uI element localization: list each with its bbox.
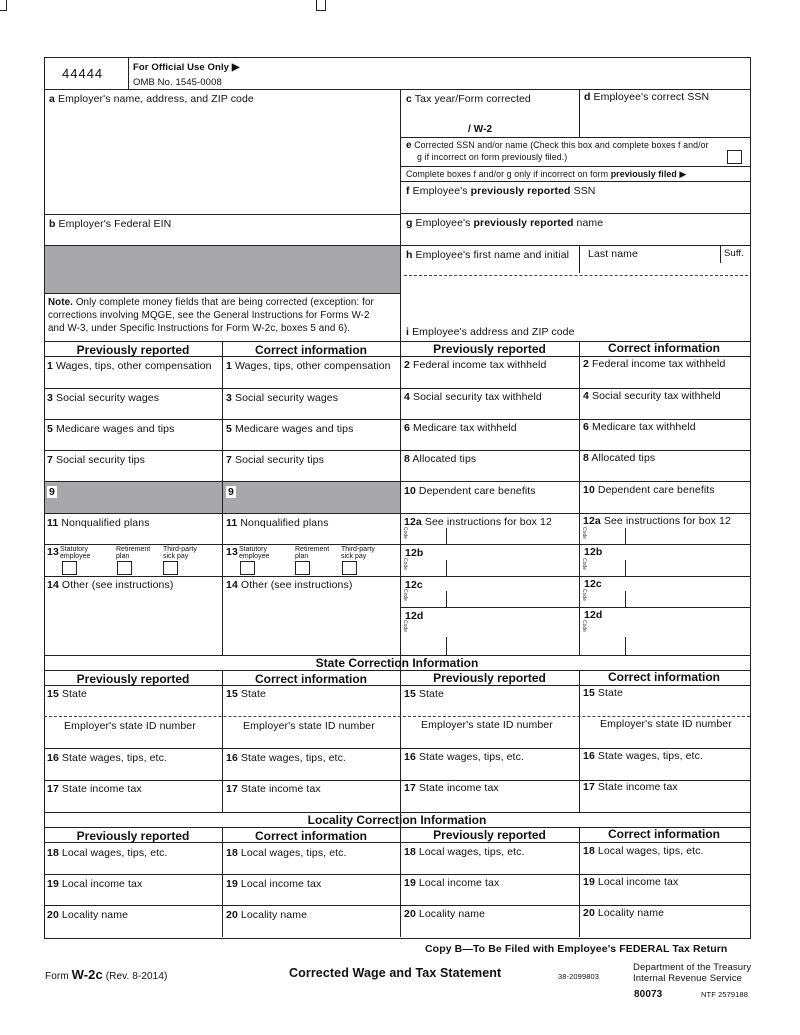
box-7-correct: 7 Social security tips <box>226 454 324 466</box>
retirement-checkbox[interactable] <box>295 561 310 575</box>
box-c-value: / W-2 <box>468 124 493 135</box>
box-h-suffix: Suff. <box>724 248 744 259</box>
state-header-prev-1: Previously reported <box>76 672 190 686</box>
crop-mark-right <box>316 0 326 11</box>
crop-mark-left <box>0 0 7 11</box>
box-9-prev: 9 <box>49 486 55 498</box>
form-code-2: 38-2099803 <box>558 972 600 981</box>
state-header-prev-2: Previously reported <box>433 671 546 685</box>
local-header-prev-2: Previously reported <box>433 828 546 842</box>
box-15-prev: 15 State <box>47 688 87 700</box>
state-id-prev: Employer's state ID number <box>64 720 196 732</box>
header-prev-1: Previously reported <box>76 343 190 357</box>
box-f-label: f Employee's previously reported SSN <box>406 185 596 197</box>
code-label: Code <box>402 558 408 570</box>
box-20-correct: 20 Locality name <box>226 909 308 921</box>
box-6-prev: 6 Medicare tax withheld <box>404 422 517 434</box>
box-12b-correct: 12b <box>584 546 603 558</box>
box-h-label: h Employee's first name and initial <box>406 249 570 261</box>
note-line-2: corrections involving MQGE, see the General Instructions for Forms W-2 <box>48 310 370 321</box>
arrow-right-icon: ▶ <box>231 62 240 73</box>
official-use-text: For Official Use Only <box>133 62 230 73</box>
box-20-prev: 20 Locality name <box>47 909 129 921</box>
box-e-line-1: e Corrected SSN and/or name (Check this box and complete boxes f and/or <box>406 140 709 151</box>
box-a-label: a Employer's name, address, and ZIP code <box>49 93 254 105</box>
box-15-correct-2: 15 State <box>583 687 623 699</box>
state-header-correct-2: Correct information <box>607 670 720 684</box>
copy-b-label: Copy B—To Be Filed with Employee's FEDERAL Tax Return <box>425 943 728 955</box>
box-4-prev: 4 Social security tax withheld <box>404 391 542 403</box>
box-19-prev-2: 19 Local income tax <box>404 877 500 889</box>
box-9-shaded-correct <box>223 482 400 513</box>
state-header-correct-1: Correct information <box>254 672 367 686</box>
locality-section-title: Locality Correction Information <box>307 813 487 827</box>
box-6-correct: 6 Medicare tax withheld <box>583 421 696 433</box>
box-7-prev: 7 Social security tips <box>47 454 145 466</box>
box-3-prev: 3 Social security wages <box>47 392 160 404</box>
ntf-number: NTF 2579188 <box>701 990 748 999</box>
box-12a-correct: 12a See instructions for box 12 <box>583 515 731 527</box>
thirdparty-checkbox[interactable] <box>342 561 357 575</box>
box-12c-prev: 12c <box>405 579 423 591</box>
form-id: Form W-2c (Rev. 8-2014) <box>45 967 168 982</box>
box-c-label: c Tax year/Form corrected <box>406 93 531 105</box>
box-14-prev: 14 Other (see instructions) <box>47 579 174 591</box>
box-13-statutory: Statutory employee <box>60 546 91 560</box>
department-line-1: Department of the Treasury <box>633 962 752 973</box>
header-prev-2: Previously reported <box>433 342 546 356</box>
shaded-area <box>45 246 400 293</box>
box-13-retirement: Retirement plan <box>295 546 330 560</box>
code-label: Code <box>581 620 587 632</box>
box-12c-correct: 12c <box>584 578 602 590</box>
omb-number: OMB No. 1545-0008 <box>133 77 222 88</box>
box-4-correct: 4 Social security tax withheld <box>583 390 721 402</box>
local-header-prev-1: Previously reported <box>76 829 190 843</box>
local-header-correct-2: Correct information <box>607 827 720 841</box>
box-13-correct-num: 13 <box>226 546 238 558</box>
box-18-correct-2: 18 Local wages, tips, etc. <box>583 845 704 857</box>
box-2-prev: 2 Federal income tax withheld <box>404 359 547 371</box>
box-10-prev: 10 Dependent care benefits <box>404 485 536 497</box>
box-d-label: d Employee's correct SSN <box>584 91 710 103</box>
box-13-thirdparty: Third-party sick pay <box>341 546 375 560</box>
box-15-correct: 15 State <box>226 688 266 700</box>
box-5-prev: 5 Medicare wages and tips <box>47 423 175 435</box>
box-g-label: g Employee's previously reported name <box>406 217 604 229</box>
state-id-correct: Employer's state ID number <box>243 720 375 732</box>
box-20-correct-2: 20 Locality name <box>583 907 665 919</box>
box-19-correct-2: 19 Local income tax <box>583 876 679 888</box>
box-h-last-name: Last name <box>588 248 638 260</box>
local-header-correct-1: Correct information <box>254 829 367 843</box>
box-13-thirdparty: Third-party sick pay <box>163 546 197 560</box>
box-17-correct: 17 State income tax <box>226 783 321 795</box>
header-correct-2: Correct information <box>607 341 720 355</box>
box-13-prev-num: 13 <box>47 546 59 558</box>
box-12b-prev: 12b <box>405 547 424 559</box>
thirdparty-checkbox[interactable] <box>163 561 178 575</box>
box-20-prev-2: 20 Locality name <box>404 908 486 920</box>
box-1-prev: 1 Wages, tips, other compensation <box>47 360 212 372</box>
box-11-prev: 11 Nonqualified plans <box>47 517 150 529</box>
box-12a-prev: 12a See instructions for box 12 <box>404 516 552 528</box>
code-label: Code <box>581 589 587 601</box>
box-16-correct: 16 State wages, tips, etc. <box>226 752 346 764</box>
code-label: Code <box>402 620 408 632</box>
statutory-checkbox[interactable] <box>240 561 255 575</box>
box-19-correct: 19 Local income tax <box>226 878 322 890</box>
box-1-correct: 1 Wages, tips, other compensation <box>226 360 391 372</box>
box-i-label: i Employee's address and ZIP code <box>406 326 575 338</box>
complete-note: Complete boxes f and/or g only if incorrect on form previously filed ▶ <box>406 169 687 179</box>
box-18-prev: 18 Local wages, tips, etc. <box>47 847 168 859</box>
box-15-prev-2: 15 State <box>404 688 444 700</box>
box-18-correct: 18 Local wages, tips, etc. <box>226 847 347 859</box>
box-5-correct: 5 Medicare wages and tips <box>226 423 354 435</box>
code-label: Code <box>402 527 408 539</box>
arrow-right-icon: ▶ <box>679 169 687 179</box>
box-16-prev: 16 State wages, tips, etc. <box>47 752 167 764</box>
code-label: Code <box>581 527 587 539</box>
box-2-correct: 2 Federal income tax withheld <box>583 358 726 370</box>
state-section-title: State Correction Information <box>315 656 479 670</box>
note-line-3: and W-3, under Specific Instructions for Form W-2c, boxes 5 and 6). <box>48 323 351 334</box>
note-line-1: Note. Only complete money fields that are being corrected (exception: for <box>48 297 374 308</box>
box-11-correct: 11 Nonqualified plans <box>226 517 329 529</box>
retirement-checkbox[interactable] <box>117 561 132 575</box>
box-12d-correct: 12d <box>584 609 603 621</box>
form-number: 80073 <box>634 989 663 1000</box>
box-17-prev-2: 17 State income tax <box>404 782 499 794</box>
box-16-prev-2: 16 State wages, tips, etc. <box>404 751 524 763</box>
statutory-checkbox[interactable] <box>62 561 77 575</box>
state-id-prev-2: Employer's state ID number <box>421 719 553 731</box>
department-line-2: Internal Revenue Service <box>633 973 743 984</box>
box-8-prev: 8 Allocated tips <box>404 453 477 465</box>
box-3-correct: 3 Social security wages <box>226 392 339 404</box>
box-12d-prev: 12d <box>405 610 424 622</box>
header-correct-1: Correct information <box>254 343 367 357</box>
box-19-prev: 19 Local income tax <box>47 878 143 890</box>
box-e-line-2: g if incorrect on form previously filed.) <box>417 152 568 162</box>
box-10-correct: 10 Dependent care benefits <box>583 484 715 496</box>
form-code: 44444 <box>62 66 104 81</box>
box-e-checkbox[interactable] <box>727 150 742 164</box>
box-16-correct-2: 16 State wages, tips, etc. <box>583 750 703 762</box>
box-9-shaded-prev <box>45 482 222 513</box>
box-13-statutory: Statutory employee <box>239 546 270 560</box>
box-b-label: b Employer's Federal EIN <box>49 218 172 230</box>
code-label: Code <box>402 589 408 601</box>
form-title: Corrected Wage and Tax Statement <box>289 966 502 980</box>
official-use-label <box>133 62 240 73</box>
code-label: Code <box>581 558 587 570</box>
box-9-correct: 9 <box>228 486 234 498</box>
state-id-correct-2: Employer's state ID number <box>600 718 732 730</box>
box-17-prev: 17 State income tax <box>47 783 142 795</box>
box-13-retirement: Retirement plan <box>116 546 151 560</box>
box-18-prev-2: 18 Local wages, tips, etc. <box>404 846 525 858</box>
box-8-correct: 8 Allocated tips <box>583 452 656 464</box>
box-14-correct: 14 Other (see instructions) <box>226 579 353 591</box>
box-17-correct-2: 17 State income tax <box>583 781 678 793</box>
